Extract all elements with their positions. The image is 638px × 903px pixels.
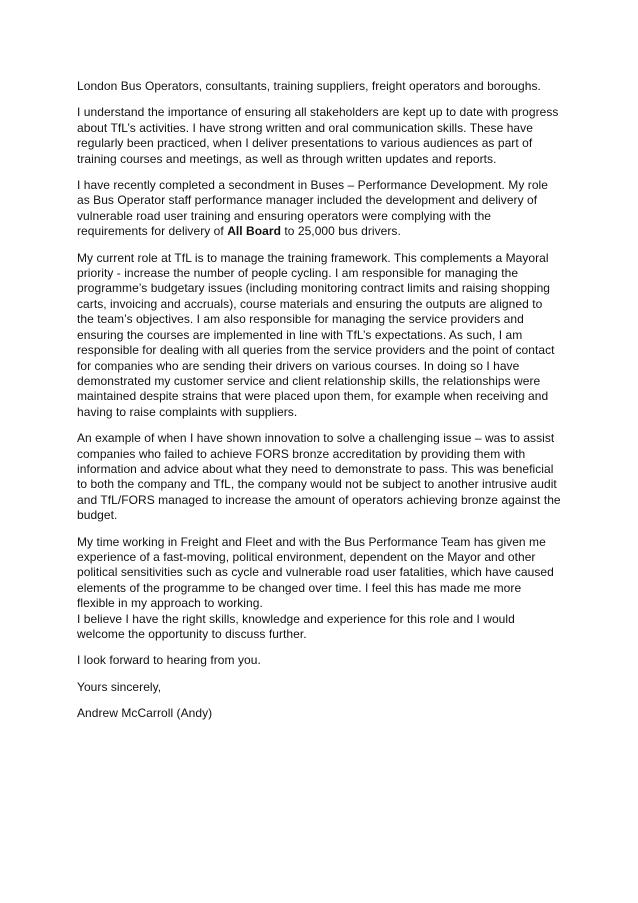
signature-name: Andrew McCarroll (Andy) <box>77 706 213 721</box>
paragraph-skills-statement: I believe I have the right skills, knowledge and experience for this role and I would welcome the opportunity to discuss further. <box>77 611 515 641</box>
all-board-bold-text: All Board <box>227 224 281 239</box>
secondment-text-end: to 25,000 bus drivers. <box>280 224 401 239</box>
salutation: Yours sincerely, <box>77 679 162 694</box>
letter-body <box>77 79 562 733</box>
secondment-text-start: I have recently completed a secondment in Buses – Performance Development. My role as Bus Operator staff performance manager included the development and delivery of vulnerable road user training and ensuring operators were complying with the requirements for delivery of <box>77 178 548 239</box>
paragraph-secondment <box>77 178 562 240</box>
paragraph-communication-skills: I understand the importance of ensuring all stakeholders are kept up to date with progress about TfL’s activities. I have strong written and oral communication skills. These have regularly been practiced, when I deliver presentations to various audiences as part of training courses and meetings, as well as through written updates and reports. <box>77 105 559 166</box>
paragraph-innovation-example: An example of when I have shown innovation to solve a challenging issue – was to assist companies who failed to achieve FORS bronze accreditation by providing them with information and advice about what they need to demonstrate to pass. This was beneficial to both the company and TfL, the company would not be subject to another intrusive audit and TfL/FORS managed to increase the amount of operators achieving bronze against the budget. <box>77 431 561 523</box>
paragraph-freight-fleet-experience: My time working in Freight and Fleet and with the Bus Performance Team has given me experience of a fast-moving, political environment, dependent on the Mayor and other political sensitivities such as cycle and vulnerable road user fatalities, which have caused elements of the programme to be changed over time. I feel this has made me more flexible in my approach to working. <box>77 534 554 611</box>
closing-line: I look forward to hearing from you. <box>77 653 261 668</box>
letter-signoff <box>77 653 562 721</box>
paragraph-stakeholders-intro: London Bus Operators, consultants, training suppliers, freight operators and boroughs. <box>77 79 541 93</box>
paragraph-current-role: My current role at TfL is to manage the training framework. This complements a Mayoral priority - increase the number of people cycling. I am responsible for managing the programme’s budgetary issues (including monitoring contract limits and raising shopping carts, invoicing and accruals), course materials and ensuring the outputs are aligned to the team’s objectives. I am also responsible for managing the service providers and ensuring the courses are implemented in line with TfL’s expectations. As such, I am responsible for dealing with all queries from the service providers and the point of contact for companies who are sending their drivers on various courses. In doing so I have demonstrated my customer service and client relationship skills, the relationships were maintained despite strains that were placed upon them, for example when receiving and having to raise complaints with suppliers. <box>77 250 555 419</box>
